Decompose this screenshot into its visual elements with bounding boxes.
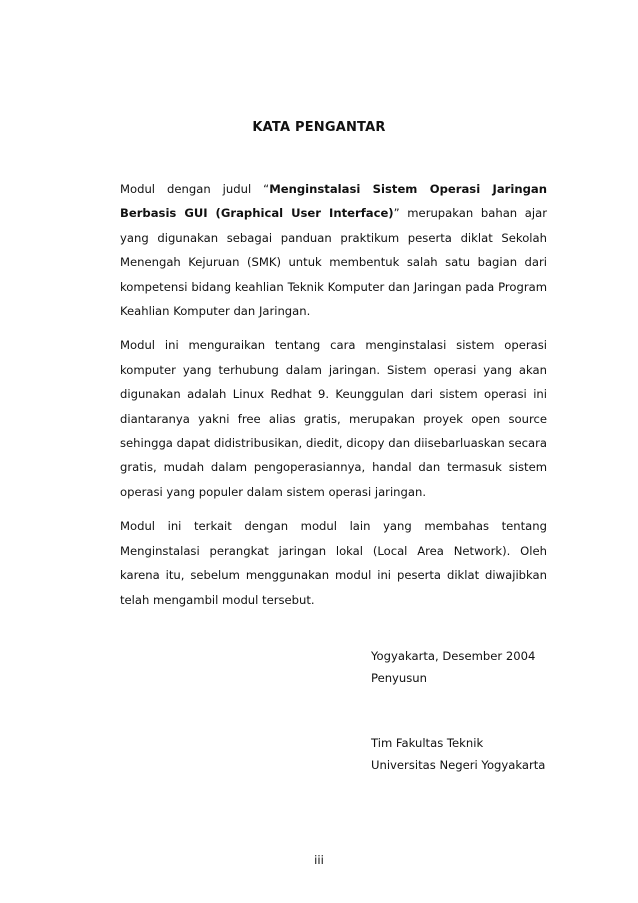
body-text bbox=[120, 177, 547, 622]
module-title-bold: Menginstalasi Sistem Operasi Jaringan Berbasis GUI (Graphical User Interface) bbox=[120, 182, 547, 221]
paragraph-1-rest: ” merupakan bahan ajar yang digunakan sebagai panduan praktikum peserta diklat Sekolah Menengah Kejuruan (SMK) untuk membentuk salah satu bagian dari kompetensi bidang keahlian Teknik Komputer dan Jaringan pada Program Keahlian Komputer dan Jaringan. bbox=[120, 206, 547, 319]
author-line-1: Tim Fakultas Teknik bbox=[371, 736, 484, 750]
paragraph-3: Modul ini terkait dengan modul lain yang membahas tentang Menginstalasi perangkat jaringan lokal (Local Area Network). Oleh karena itu, sebelum menggunakan modul ini peserta diklat diwajibkan telah mengambil modul tersebut. bbox=[120, 519, 547, 607]
page-number: iii bbox=[314, 853, 324, 867]
paragraph-2: Modul ini menguraikan tentang cara menginstalasi sistem operasi komputer yang terhubung dalam jaringan. Sistem operasi yang akan digunakan adalah Linux Redhat 9. Keunggulan dari sistem operasi ini diantaranya yakni free alias gratis, merupakan proyek open source sehingga dapat didistribusikan, diedit, dicopy dan diisebarluaskan secara gratis, mudah dalam pengoperasiannya, handal dan termasuk sistem operasi yang populer dalam sistem operasi jaringan. bbox=[120, 338, 547, 499]
signature-role: Penyusun bbox=[371, 670, 428, 685]
signature-space bbox=[371, 689, 545, 733]
place-date: Yogyakarta, Desember 2004 bbox=[371, 649, 536, 663]
author-line-2: Universitas Negeri Yogyakarta bbox=[371, 757, 546, 772]
page-title: KATA PENGANTAR bbox=[252, 120, 386, 135]
signature-block bbox=[371, 646, 545, 776]
paragraph-1-lead: Modul dengan judul “ bbox=[120, 182, 270, 196]
paragraph-1 bbox=[120, 177, 547, 323]
